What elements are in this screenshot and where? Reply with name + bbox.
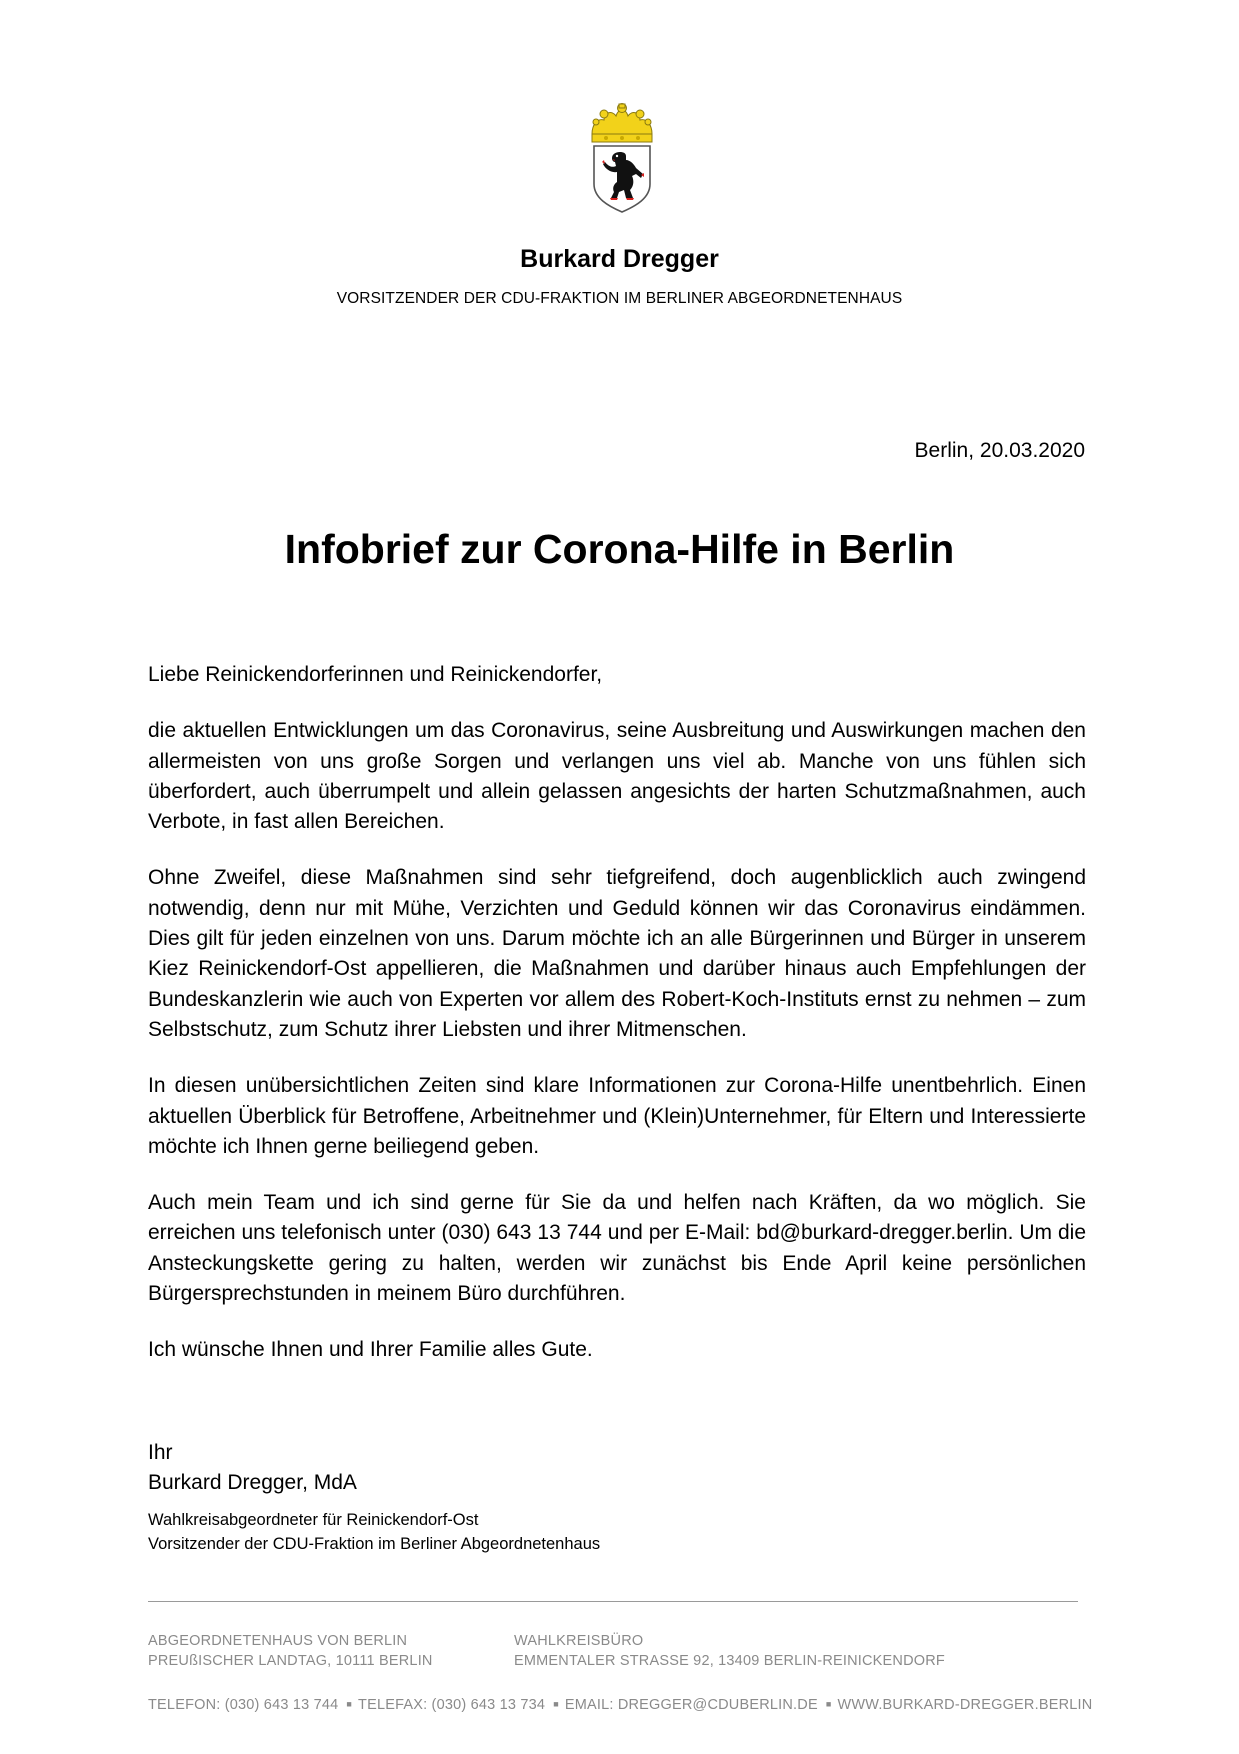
letter-date: Berlin, 20.03.2020 — [914, 439, 1085, 462]
body-paragraph: Ohne Zweifel, diese Maßnahmen sind sehr tiefgreifend, doch augenblicklich auch zwingend notwendig, denn nur mit Mühe, Verzichten und Geduld können wir das Coronavirus eindämmen. Dies gilt für jeden einzelnen von uns. Darum möchte ich an alle Bürgerinnen und Bürger in unserem Kiez Reinickendorf-Ost appellieren, die Maßnahmen und darüber hinaus auch Empfehlungen der Bundeskanzlerin wie auch von Experten vor allem des Robert-Koch-Instituts ernst zu nehmen – zum Selbstschutz, zum Schutz ihrer Liebsten und ihrer Mitmenschen. — [148, 866, 1086, 1041]
footer-address-office — [514, 1631, 945, 1671]
footer-email: EMAIL: DREGGER@CDUBERLIN.DE — [564, 1697, 818, 1713]
closing-greeting: Ihr — [148, 1441, 173, 1464]
closing-signature: Burkard Dregger, MdA — [148, 1471, 357, 1495]
letter-title: Infobrief zur Corona-Hilfe in Berlin — [284, 526, 955, 572]
footer-line: PREUßISCHER LANDTAG, 10111 BERLIN — [148, 1653, 433, 1669]
body-paragraph: In diesen unübersichtlichen Zeiten sind klare Informationen zur Corona-Hilfe unentbehrlich. Einen aktuellen Überblick für Betroffene, Arbeitnehmer und (Klein)Unternehmer, für Eltern und Interessierte möchte ich Ihnen gerne beiliegend geben. — [148, 1074, 1086, 1158]
signature-title-line: Wahlkreisabgeordneter für Reinickendorf-Ost — [148, 1511, 479, 1529]
footer-divider — [148, 1601, 1078, 1602]
footer-telefax: TELEFAX: (030) 643 13 734 — [358, 1697, 546, 1713]
body-paragraph: die aktuellen Entwicklungen um das Coronavirus, seine Ausbreitung und Auswirkungen machen den allermeisten von uns große Sorgen und verlangen uns viel ab. Manche von uns fühlen sich überfordert, auch überrumpelt und allein gelassen angesichts der harten Schutzmaßnahmen, auch Verbote, in fast allen Bereichen. — [148, 719, 1086, 834]
closing — [148, 1438, 357, 1499]
signature-title-line: Vorsitzender der CDU-Fraktion im Berliner Abgeordnetenhaus — [148, 1535, 601, 1553]
footer-line: WAHLKREISBÜRO — [514, 1633, 644, 1649]
bullet-separator: ■ — [825, 1699, 832, 1709]
signature-titles — [148, 1508, 600, 1556]
footer-address-parliament — [148, 1631, 433, 1671]
salutation: Liebe Reinickendorferinnen und Reinickendorfer, — [148, 663, 603, 686]
footer-line: EMMENTALER STRASSE 92, 13409 BERLIN-REINICKENDORF — [514, 1653, 945, 1669]
bullet-separator: ■ — [553, 1699, 559, 1709]
body-paragraph: Auch mein Team und ich sind gerne für Sie da und helfen nach Kräften, da wo möglich. Sie erreichen uns telefonisch unter (030) 643 13 744 und per E-Mail: bd@burkard-dregger.berlin. Um die Ansteckungskette gering zu halten, werden wir zunächst bis Ende April keine persönlichen Bürgersprechstunden in meinem Büro durchführen. — [148, 1191, 1086, 1306]
sender-role: VORSITZENDER DER CDU-FRAKTION IM BERLINER ABGEORDNETENHAUS — [336, 290, 903, 307]
footer-web: WWW.BURKARD-DREGGER.BERLIN — [837, 1697, 1093, 1713]
body-paragraph: Ich wünsche Ihnen und Ihrer Familie alles Gute. — [148, 1338, 593, 1362]
bullet-separator: ■ — [346, 1699, 353, 1709]
sender-name: Burkard Dregger — [520, 245, 719, 273]
footer-telefon: TELEFON: (030) 643 13 744 — [148, 1697, 339, 1713]
berlin-coat-of-arms-icon — [586, 102, 658, 214]
footer-line: ABGEORDNETENHAUS VON BERLIN — [148, 1633, 408, 1649]
letter-body — [148, 660, 1086, 1392]
footer-contact-line — [148, 1694, 1092, 1715]
